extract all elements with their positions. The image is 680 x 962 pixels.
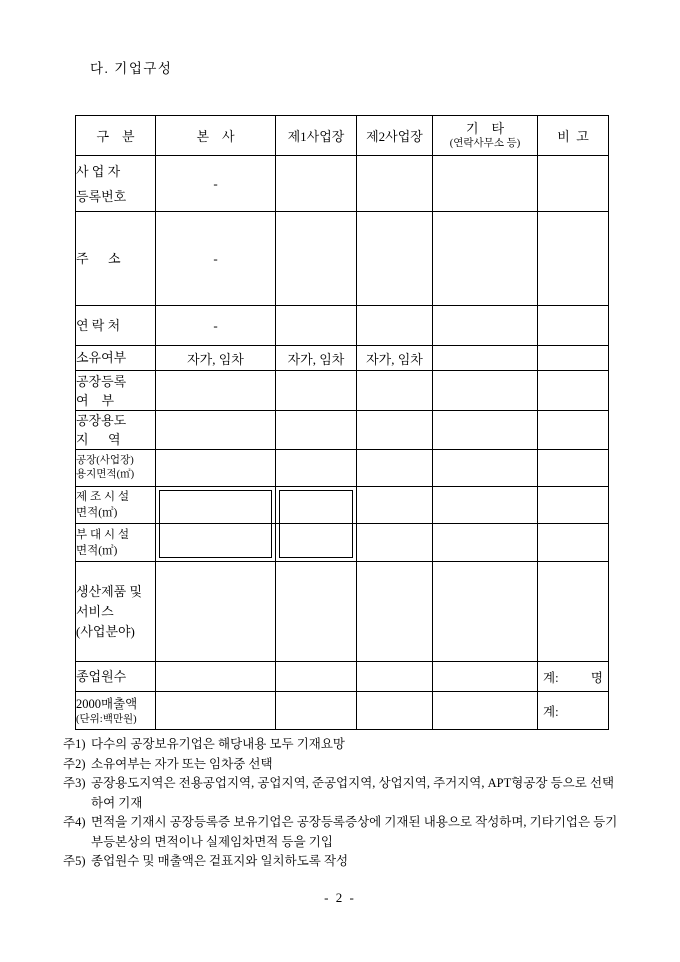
row-auxiliary-area <box>76 524 609 562</box>
unit-label: 명 <box>590 670 603 685</box>
cell-mfg-site1 <box>276 487 357 524</box>
header-gubun-label: 구 분 <box>96 129 135 144</box>
empty-cell <box>357 371 433 411</box>
empty-cell <box>276 450 357 487</box>
empty-cell <box>276 306 357 346</box>
row-label-line: 공장등록 <box>76 373 127 389</box>
empty-cell <box>433 450 538 487</box>
table-header-row <box>76 116 609 156</box>
cell-employees-total <box>538 662 609 692</box>
row-products-services <box>76 562 609 662</box>
row-employees <box>76 662 609 692</box>
cell-sales-total <box>538 692 609 730</box>
footnote-prefix: 주1) <box>63 737 86 751</box>
empty-cell <box>433 524 538 562</box>
footnote-3 <box>63 774 628 813</box>
row-factory-registration <box>76 371 609 411</box>
empty-cell <box>357 212 433 306</box>
empty-cell <box>433 487 538 524</box>
total-label: 계: <box>543 670 559 685</box>
empty-cell <box>156 692 276 730</box>
header-bonsa-label: 본 사 <box>196 129 235 144</box>
cell-ownership-site2 <box>357 346 433 371</box>
empty-cell <box>538 346 609 371</box>
row-business-reg-no <box>76 156 609 212</box>
total-label: 계: <box>543 704 559 719</box>
cell-ownership-site1 <box>276 346 357 371</box>
empty-cell <box>357 662 433 692</box>
header-bigo-label: 비 고 <box>557 129 589 144</box>
footnotes <box>63 735 628 872</box>
empty-cell <box>538 524 609 562</box>
header-cell-etc <box>433 116 538 156</box>
empty-cell <box>276 562 357 662</box>
empty-cell <box>357 692 433 730</box>
row-label-cell <box>76 692 156 730</box>
empty-cell <box>538 450 609 487</box>
header-cell-site2 <box>357 116 433 156</box>
empty-cell <box>538 371 609 411</box>
empty-cell <box>156 562 276 662</box>
empty-cell <box>156 411 276 450</box>
row-label-line: 등록번호 <box>76 188 127 204</box>
empty-cell <box>357 450 433 487</box>
footnote-line: 종업원수 및 매출액은 겉표지와 일치하도록 작성 <box>91 854 349 868</box>
row-label-line: 연 락 처 <box>76 317 121 333</box>
header-site1-label: 제1사업장 <box>287 129 345 144</box>
page-number: - 2 - <box>324 890 356 905</box>
footnote-prefix: 주2) <box>63 756 86 771</box>
footnote-1 <box>63 735 628 755</box>
empty-cell <box>433 562 538 662</box>
cell-address-bonsa <box>156 212 276 306</box>
section-title: 다. 기업구성 <box>90 61 173 76</box>
empty-cell <box>538 487 609 524</box>
row-label-line: 지 역 <box>76 432 121 447</box>
empty-cell <box>433 306 538 346</box>
row-site-area <box>76 450 609 487</box>
row-label-line: 종업원수 <box>76 668 127 684</box>
footnote-text <box>91 735 628 755</box>
row-label-line: 용지면적(㎡) <box>76 469 135 480</box>
empty-cell <box>276 156 357 212</box>
cell-value: 자가, 임차 <box>187 351 244 367</box>
row-address <box>76 212 609 306</box>
empty-cell <box>156 371 276 411</box>
footnote-line: 소유여부는 자가 또는 임차중 선택 <box>91 756 273 771</box>
footnote-2 <box>63 755 628 775</box>
footnote-text <box>91 774 628 813</box>
cell-value: - <box>213 250 218 266</box>
row-label-cell <box>76 450 156 487</box>
cell-bizno-bonsa <box>156 156 276 212</box>
row-sales-2000 <box>76 692 609 730</box>
cell-contact-bonsa <box>156 306 276 346</box>
empty-cell <box>433 371 538 411</box>
inner-input-box <box>159 490 272 523</box>
cell-aux-bonsa <box>156 524 276 562</box>
footnote-line: 하여 기재 <box>91 795 143 810</box>
empty-cell <box>156 450 276 487</box>
footnote-4 <box>63 813 628 852</box>
header-cell-gubun <box>76 116 156 156</box>
row-label-cell <box>76 306 156 346</box>
empty-cell <box>433 411 538 450</box>
header-etc-sublabel: (연락사무소 등) <box>449 138 521 149</box>
row-label-cell <box>76 411 156 450</box>
empty-cell <box>276 692 357 730</box>
footnote-text <box>91 755 628 775</box>
cell-value: 자가, 임차 <box>287 351 345 367</box>
empty-cell <box>276 371 357 411</box>
footnote-text <box>91 852 628 872</box>
header-cell-bigo <box>538 116 609 156</box>
empty-cell <box>433 692 538 730</box>
inner-input-box <box>159 524 272 558</box>
row-label-line: 주 소 <box>76 250 121 266</box>
empty-cell <box>276 662 357 692</box>
row-label-line: 서비스 <box>76 603 114 619</box>
row-label-line: 면적(㎡) <box>76 507 118 519</box>
header-cell-bonsa <box>156 116 276 156</box>
row-label-line: 2000매출액 <box>76 696 138 711</box>
row-factory-zone <box>76 411 609 450</box>
empty-cell <box>538 212 609 306</box>
footnote-text <box>91 813 628 852</box>
empty-cell <box>433 346 538 371</box>
footnote-5 <box>63 852 628 872</box>
cell-value: - <box>213 317 218 333</box>
cell-mfg-bonsa <box>156 487 276 524</box>
row-label-line: 공장(사업장) <box>76 455 134 466</box>
cell-value: - <box>213 175 218 191</box>
row-label-cell <box>76 212 156 306</box>
header-cell-site1 <box>276 116 357 156</box>
footnote-line: 다수의 공장보유기업은 해당내용 모두 기재요망 <box>91 737 346 751</box>
empty-cell <box>357 411 433 450</box>
row-label-cell <box>76 371 156 411</box>
row-label-line: 공장용도 <box>76 413 127 428</box>
row-ownership <box>76 346 609 371</box>
cell-value: 자가, 임차 <box>366 351 423 367</box>
row-label-line: 소유여부 <box>76 350 127 365</box>
row-label-line: 면적(㎡) <box>76 544 118 557</box>
footnote-line: 공장용도지역은 전용공업지역, 공업지역, 준공업지역, 상업지역, 주거지역, APT형공장 등으로 선택 <box>91 776 615 790</box>
row-label-line: (사업분야) <box>76 623 135 639</box>
cell-aux-site1 <box>276 524 357 562</box>
footnote-line: 면적을 기재시 공장등록증 보유기업은 공장등록증상에 기재된 내용으로 작성하며, 기타기업은 등기 <box>91 815 618 829</box>
cell-ownership-bonsa <box>156 346 276 371</box>
empty-cell <box>357 306 433 346</box>
row-manufacturing-area <box>76 487 609 524</box>
row-label-cell <box>76 156 156 212</box>
row-label-line: 제 조 시 설 <box>76 491 130 503</box>
row-label-line: 여 부 <box>76 392 115 408</box>
row-label-cell <box>76 524 156 562</box>
header-site2-label: 제2사업장 <box>366 129 423 144</box>
empty-cell <box>433 156 538 212</box>
empty-cell <box>276 212 357 306</box>
row-label-line: 사 업 자 <box>76 163 121 179</box>
row-label-cell <box>76 346 156 371</box>
empty-cell <box>538 156 609 212</box>
empty-cell <box>538 411 609 450</box>
inner-input-box <box>279 524 353 558</box>
header-etc-label: 기 타 <box>465 121 505 136</box>
footnote-prefix: 주4) <box>63 815 86 829</box>
empty-cell <box>357 487 433 524</box>
empty-cell <box>433 212 538 306</box>
employees-total <box>538 668 608 686</box>
footnote-prefix: 주5) <box>63 854 86 868</box>
company-structure-table <box>75 115 609 730</box>
row-label-cell <box>76 487 156 524</box>
empty-cell <box>538 306 609 346</box>
inner-input-box <box>279 490 353 523</box>
empty-cell <box>357 562 433 662</box>
row-contact <box>76 306 609 346</box>
row-label-line: 생산제품 및 <box>76 583 143 599</box>
row-label-cell <box>76 562 156 662</box>
empty-cell <box>538 562 609 662</box>
empty-cell <box>156 662 276 692</box>
footnote-line: 부등본상의 면적이나 실제임차면적 등을 기입 <box>91 834 333 849</box>
empty-cell <box>276 411 357 450</box>
row-label-line: 부 대 시 설 <box>76 528 130 541</box>
empty-cell <box>357 156 433 212</box>
row-label-line: (단위:백만원) <box>76 713 137 725</box>
footnote-prefix: 주3) <box>63 776 86 790</box>
empty-cell <box>357 524 433 562</box>
empty-cell <box>433 662 538 692</box>
row-label-cell <box>76 662 156 692</box>
